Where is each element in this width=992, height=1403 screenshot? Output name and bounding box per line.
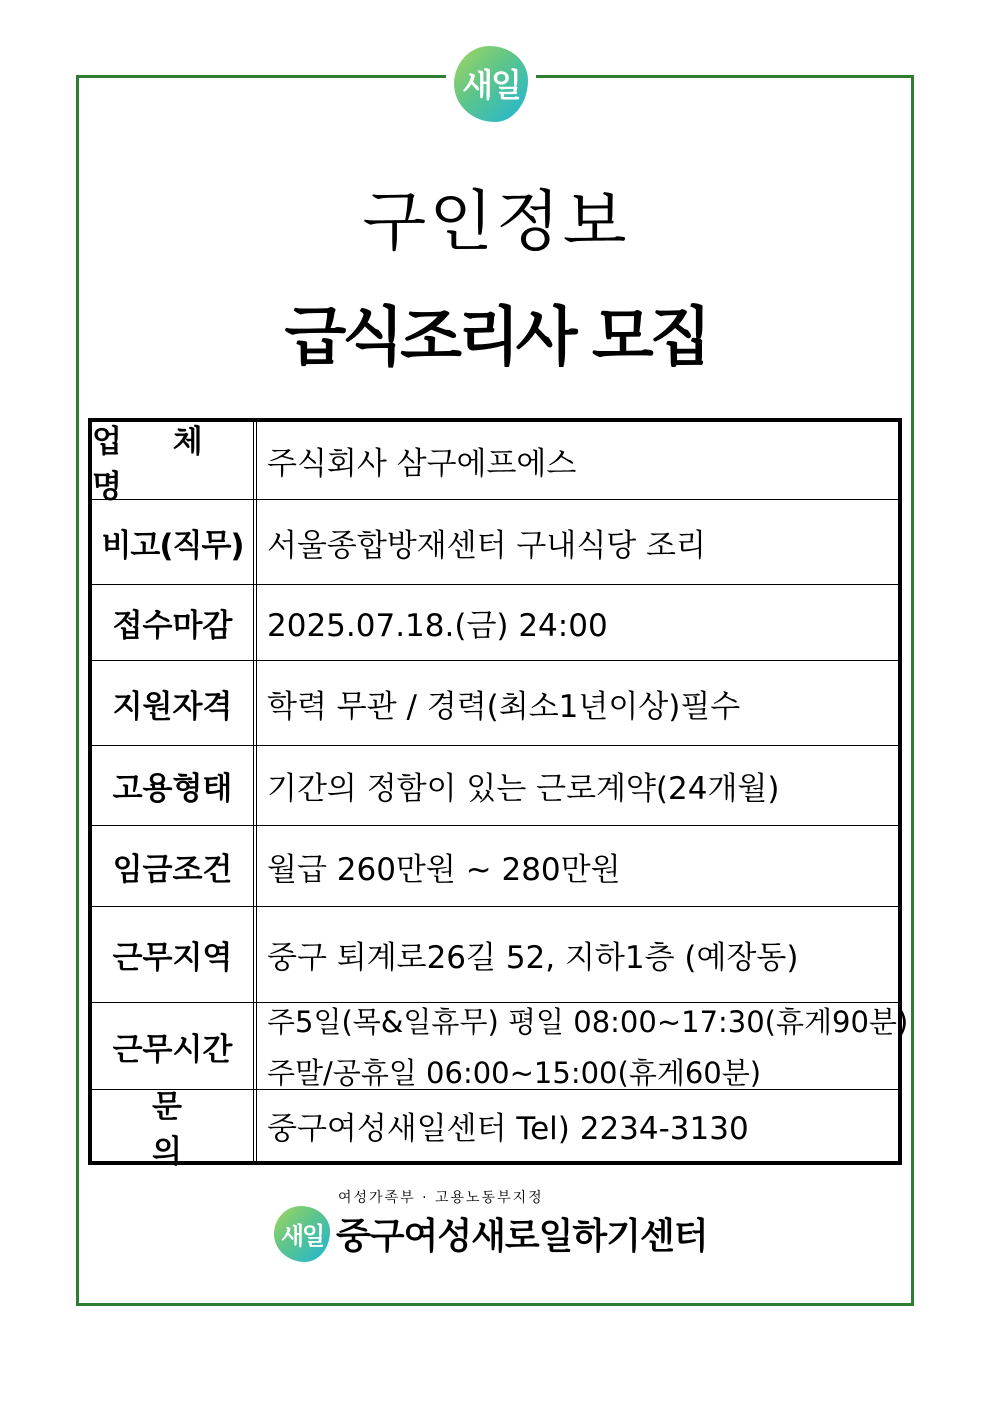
table-row: [92, 1003, 909, 1090]
saeil-logo-text: 새일: [462, 66, 520, 104]
footer-center-name: 중구여성새로일하기센터: [336, 1216, 708, 1257]
work-hours-weekend: 주말/공휴일 06:00~15:00(휴게60분): [267, 1056, 762, 1090]
page-title: 구인정보: [362, 183, 630, 260]
row-value: 중구여성새일센터 Tel) 2234-3130: [267, 1111, 749, 1147]
table-row: [92, 585, 898, 661]
row-value: 서울종합방재센터 구내식당 조리: [267, 527, 706, 564]
table-row: [92, 907, 898, 1003]
table-row: [92, 661, 898, 746]
row-label: 문 의: [92, 1090, 257, 1161]
row-label: 비고(직무): [92, 500, 257, 584]
row-label: 근무지역: [92, 907, 257, 1002]
row-label: 고용형태: [92, 746, 257, 825]
row-value: 기간의 정함이 있는 근로계약(24개월): [267, 771, 780, 807]
table-row: [92, 1088, 898, 1170]
row-value: 2025.07.18.(금) 24:00: [267, 608, 608, 644]
table-row: [92, 422, 898, 505]
row-value: [267, 1003, 909, 1090]
row-label: 접수마감: [92, 585, 257, 660]
footer-logo-text: 새일: [280, 1222, 324, 1250]
row-value: 학력 무관 / 경력(최소1년이상)필수: [267, 688, 741, 725]
footer-designation: 여성가족부 · 고용노동부지정: [338, 1190, 544, 1206]
row-label: 근무시간: [92, 1003, 257, 1089]
row-value: 중구 퇴계로26길 52, 지하1층 (예장동): [267, 940, 799, 976]
table-row: [92, 746, 898, 826]
table-row: [92, 826, 898, 907]
saeil-logo-mark: [454, 46, 528, 122]
work-hours-weekday: 주5일(목&일휴무) 평일 08:00~17:30(휴게90분): [267, 1005, 909, 1039]
footer-logo: [274, 1206, 330, 1262]
saeil-logo: [446, 42, 536, 128]
row-label: 지원자격: [92, 661, 257, 745]
row-label: 업 체 명: [92, 422, 257, 499]
table-row: [92, 500, 898, 585]
row-value: 월급 260만원 ~ 280만원: [267, 851, 621, 888]
job-title: 급식조리사 모집: [284, 301, 708, 375]
row-value: 주식회사 삼구에프에스: [267, 446, 577, 482]
job-info-table: [88, 418, 909, 1170]
row-label: 임금조건: [92, 826, 257, 906]
